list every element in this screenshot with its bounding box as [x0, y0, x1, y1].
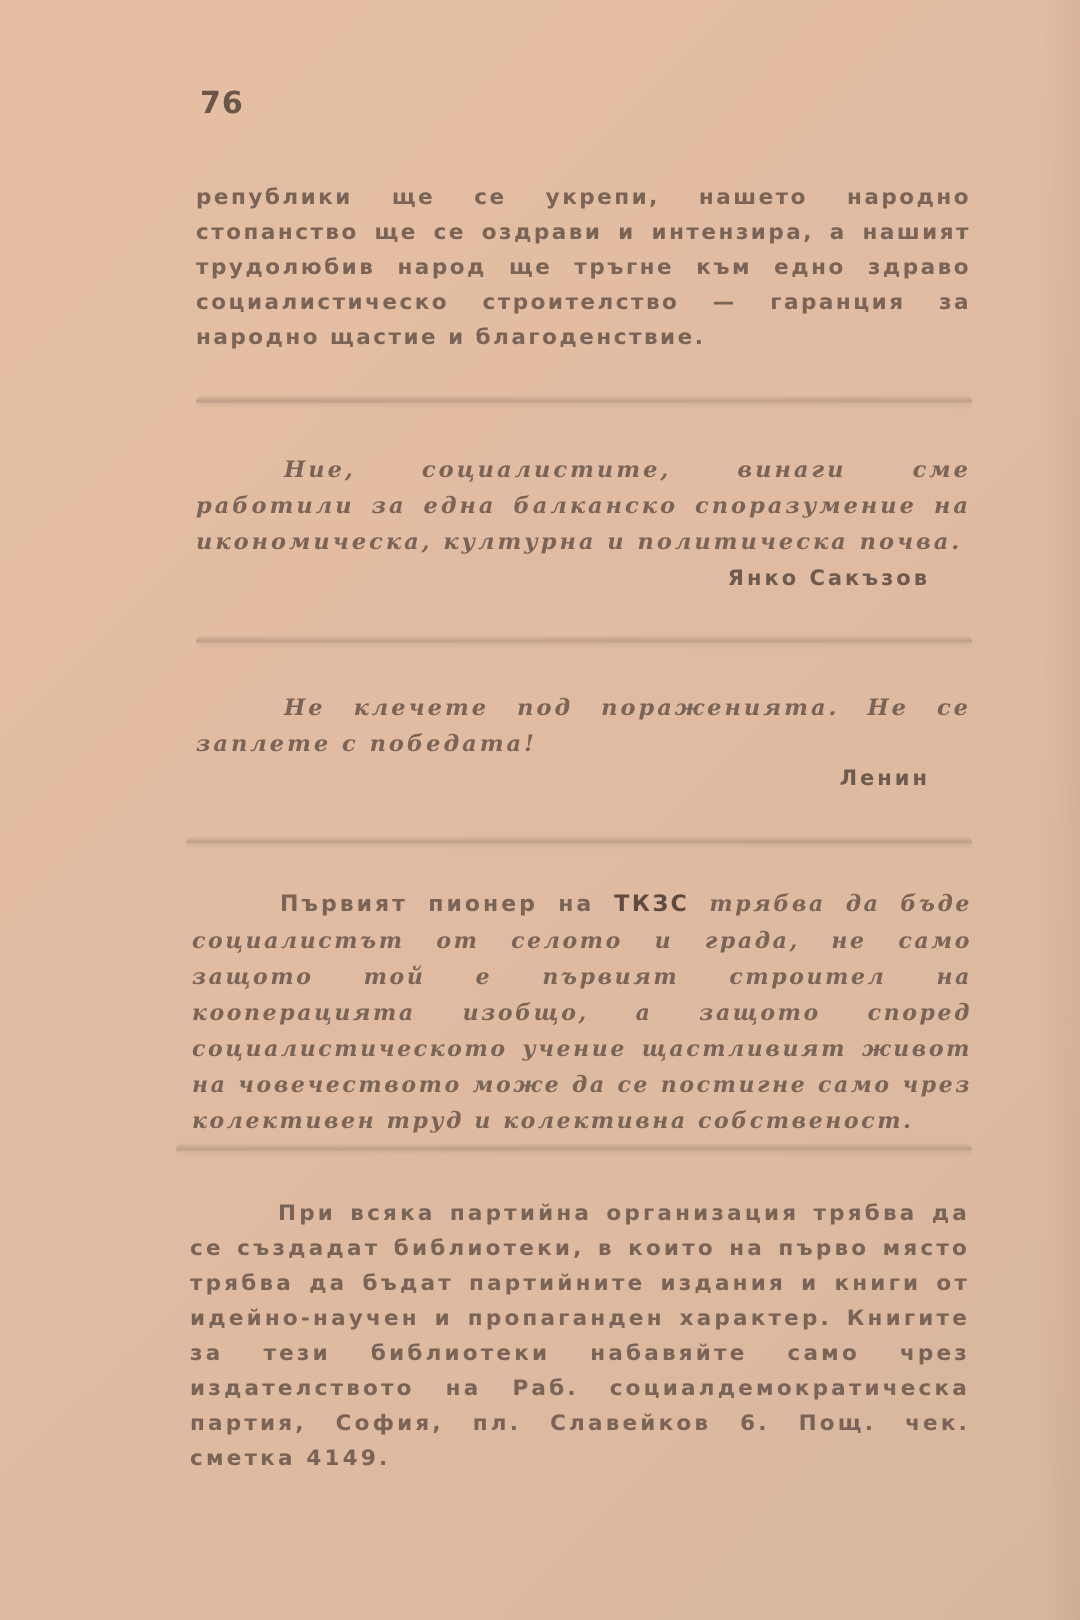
opening-paragraph-text: републики ще се укрепи, нашето народно стопанство ще се оздрави и интензира, а нашият трудолюбив народ ще тръгне към едно здраво социалистическо строителство — гаранция за народно щастие и благоденствие. [196, 185, 971, 350]
opening-paragraph [196, 180, 971, 355]
tkzs-rest: трябва да бъде социалистът от селото и града, не само защото той е първият строител на кооперацията изобщо, а защото според социалистическото учение щастливият живот на човечеството може да се постигне само чрез колективен труд и колективна собственост. [192, 891, 973, 1134]
section-divider [196, 395, 972, 409]
tkzs-abbreviation: ТКЗС [614, 892, 690, 917]
section-divider [196, 635, 972, 649]
quote-lenin [196, 690, 971, 762]
quote-sakazov-text: Ние, социалистите, винаги сме работили за една балканско споразумение на икономическа, културна и политическа почва. [196, 457, 971, 555]
quote-lenin-text: Не клечете под пораженията. Не се заплете с победата! [196, 695, 971, 757]
quote-sakazov [196, 452, 971, 560]
library-paragraph-text: При всяка партийна организация трябва да се създадат библиотеки, в които на първо място трябва да бъдат партийните издания и книги от идейно-научен и пропаганден характер. Книгите за тези библиотеки набавяйте само чрез издателството на Раб. социалдемократическа партия, София, пл. Славейков 6. Пощ. чек. сметка 4149. [190, 1201, 970, 1471]
page-edge-shadow [1040, 0, 1080, 1620]
section-divider [176, 1143, 972, 1157]
tkzs-paragraph-body [192, 886, 972, 1139]
section-divider [186, 836, 972, 850]
quote-lenin-author: Ленин [839, 766, 930, 790]
quote-sakazov-author: Янко Сакъзов [727, 566, 930, 590]
page-number: 76 [200, 86, 244, 121]
tkzs-lead: Първият пионер на [280, 892, 595, 917]
tkzs-paragraph [192, 886, 972, 1139]
library-paragraph [190, 1196, 970, 1476]
